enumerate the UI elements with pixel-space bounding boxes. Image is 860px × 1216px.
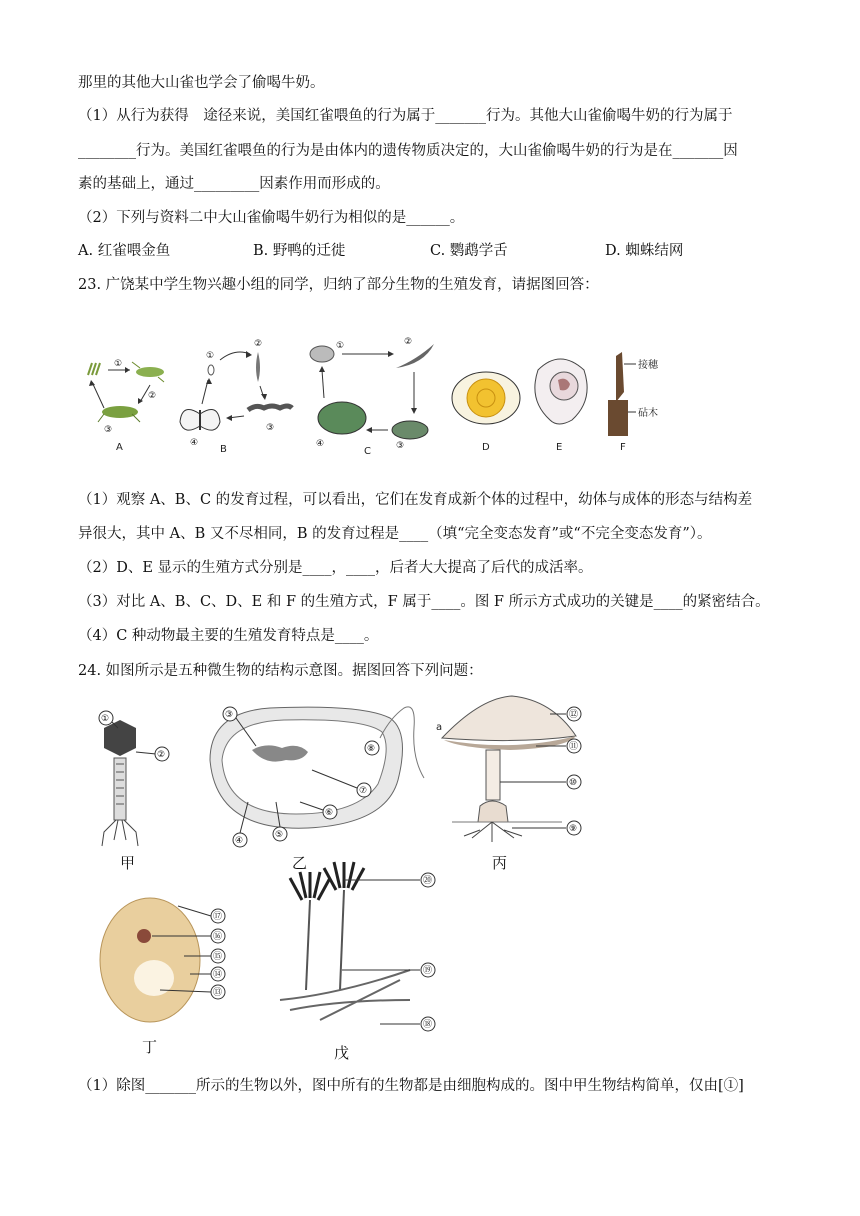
option-b: B. 野鸭的迁徙 — [253, 243, 346, 259]
figure-23-label-f: F — [620, 442, 626, 453]
question-23-stem: 23. 广饶某中学生物兴趣小组的同学，归纳了部分生物的生殖发育，请据图回答： — [78, 277, 599, 293]
figure-23-a-grasshopper — [88, 359, 164, 453]
figure-24-label-wu: 戊 — [334, 1044, 350, 1062]
question-23-part-2: （2）D、E 显示的生殖方式分别是____，____，后者大大提高了后代的成活率。 — [78, 560, 593, 576]
question-23-part-3: （3）对比 A、B、C、D、E 和 F 的生殖方式，F 属于____。图 F 所示方式成功的关键是____的紧密结合。 — [78, 594, 770, 610]
b-label-3: ③ — [266, 423, 275, 433]
bing-label-12: ⑫ — [569, 710, 579, 720]
scion-label: 接穗 — [638, 360, 658, 371]
ding-label-16: ⑯ — [213, 932, 223, 942]
yi-label-5: ⑤ — [275, 830, 284, 840]
question-23-part-4: （4）C 种动物最主要的生殖发育特点是____。 — [78, 628, 379, 644]
figure-23-f-grafting — [608, 352, 659, 453]
yi-label-7: ⑦ — [359, 786, 368, 796]
wu-label-19: ⑲ — [423, 966, 433, 976]
option-a: A. 红雀喂金鱼 — [78, 243, 171, 259]
wu-label-20: ⑳ — [423, 876, 433, 886]
figure-23-label-a: A — [116, 442, 123, 453]
bacterium-yi — [210, 707, 424, 872]
question-24-stem: 24. 如图所示是五种微生物的结构示意图。据图回答下列问题： — [78, 663, 483, 679]
yi-label-3: ③ — [225, 710, 234, 720]
question-24-part-1: （1）除图_______所示的生物以外，图中所有的生物都是由细胞构成的。图中甲生物结构简单，仅由[①] — [78, 1078, 744, 1094]
bing-label-10: ⑩ — [569, 778, 578, 788]
ding-label-15: ⑮ — [213, 952, 223, 962]
option-d: D. 蜘蛛结网 — [605, 243, 684, 259]
option-c: C. 鹦鹉学舌 — [430, 243, 508, 259]
figure-23-d-egg — [452, 372, 520, 453]
figure-23-label-b: B — [220, 444, 227, 455]
figure-24-label-jia: 甲 — [120, 854, 136, 872]
yi-label-4: ④ — [235, 836, 244, 846]
wu-label-18: ⑱ — [423, 1020, 433, 1030]
question-22-part-1-line-1: （1）从行为获得 途径来说，美国红雀喂鱼的行为属于_______行为。其他大山雀偷喝牛奶的行为属于 — [78, 108, 733, 124]
question-22-part-1-line-3: 素的基础上，通过_________因素作用而形成的。 — [78, 176, 390, 192]
figure-23-b-butterfly — [180, 339, 292, 455]
ding-label-14: ⑭ — [213, 970, 223, 980]
figure-23-label-e: E — [556, 442, 563, 453]
figure-24-microorganisms — [80, 690, 600, 1075]
c-label-1: ① — [336, 341, 345, 351]
question-23-part-1-line-1: （1）观察 A、B、C 的发育过程，可以看出，它们在发育成新个体的过程中，幼体与成体的形态与结构差 — [78, 492, 753, 508]
b-label-2: ② — [254, 339, 263, 349]
bing-label-11: ⑪ — [569, 742, 579, 752]
c-label-3: ③ — [396, 441, 405, 451]
spore-label-a: a — [436, 722, 443, 733]
stock-label: 砧木 — [638, 408, 658, 419]
c-label-2: ② — [404, 337, 413, 347]
yi-label-6: ⑥ — [325, 808, 334, 818]
question-23-part-1-line-2: 异很大，其中 A、B 又不尽相同，B 的发育过程是____（填“完全变态发育”或“不完全变态发育”）。 — [78, 526, 712, 542]
figure-23-label-c: C — [364, 446, 371, 457]
figure-23-e-embryo — [535, 359, 587, 453]
phage-jia — [99, 711, 169, 872]
c-label-4: ④ — [316, 439, 325, 449]
question-22-part-2: （2）下列与资料二中大山雀偷喝牛奶行为相似的是______。 — [78, 210, 465, 226]
figure-24-label-bing: 丙 — [492, 854, 508, 872]
yeast-ding — [100, 898, 225, 1056]
figure-23-label-d: D — [482, 442, 490, 453]
b-label-4: ④ — [190, 438, 199, 448]
a-label-2: ② — [148, 391, 157, 401]
penicillium-wu — [280, 862, 435, 1062]
a-label-3: ③ — [104, 425, 113, 435]
mushroom-bing — [436, 696, 581, 872]
a-label-1: ① — [114, 359, 123, 369]
b-label-1: ① — [206, 351, 215, 361]
figure-24-label-ding: 丁 — [142, 1038, 158, 1056]
ding-label-17: ⑰ — [213, 912, 223, 922]
jia-label-2: ② — [157, 750, 166, 760]
question-22-part-1-line-2: ________行为。美国红雀喂鱼的行为是由体内的遗传物质决定的，大山雀偷喝牛奶的行为是在_______因 — [78, 143, 738, 159]
jia-label-1: ① — [101, 714, 110, 724]
figure-23-reproduction — [80, 330, 680, 460]
text-line-1: 那里的其他大山雀也学会了偷喝牛奶。 — [78, 75, 325, 91]
figure-23-c-frog — [310, 337, 434, 457]
bing-label-9: ⑨ — [569, 824, 578, 834]
ding-label-13: ⑬ — [213, 988, 223, 998]
figure-24-label-yi: 乙 — [292, 854, 308, 872]
yi-label-8: ⑧ — [367, 744, 376, 754]
